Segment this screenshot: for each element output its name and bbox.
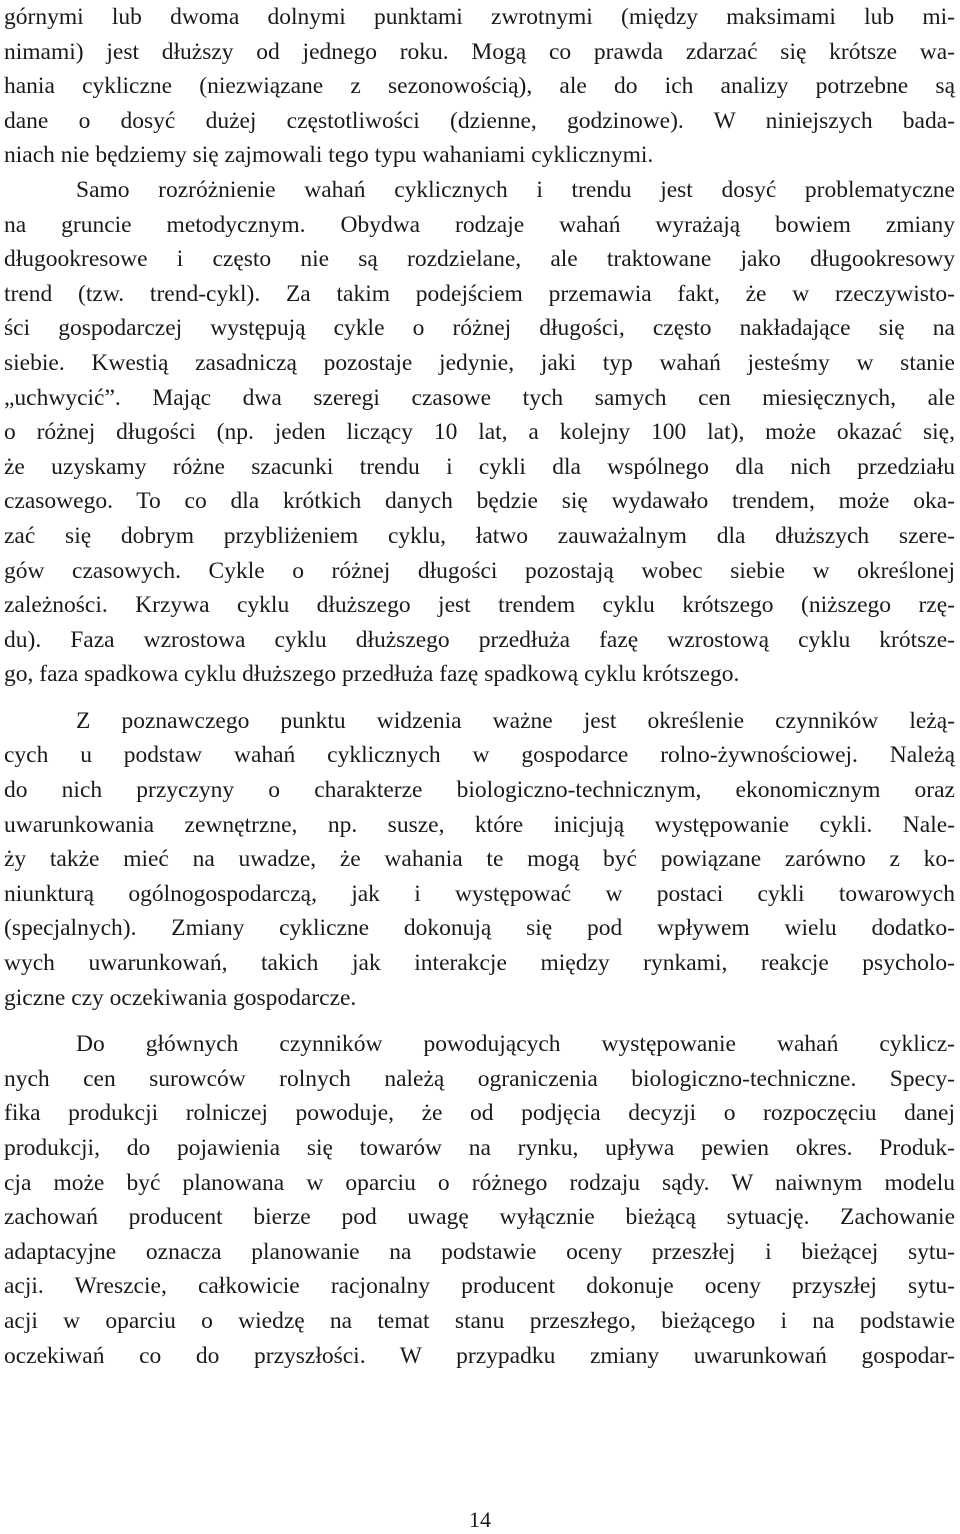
- text-line: że uzyskamy różne szacunki trendu i cykli dla wspólnego dla nich przedziału: [4, 453, 955, 480]
- text-line: niunkturą ogólnogospodarczą, jak i występować w postaci cykli towarowych: [4, 880, 955, 907]
- text-line: wych uwarunkowań, takich jak interakcje między rynkami, reakcje psycholo-: [4, 950, 955, 977]
- text-line: giczne czy oczekiwania gospodarcze.: [4, 984, 357, 1011]
- text-line: dane o dosyć dużej częstotliwości (dzienne, godzinowe). W niniejszych bada-: [4, 107, 955, 134]
- text-line: trend (tzw. trend-cykl). Za takim podejściem przemawia fakt, że w rzeczywisto-: [4, 280, 955, 307]
- paragraph: [4, 1027, 955, 1373]
- text-line: ży także mieć na uwadze, że wahania te mogą być powiązane zarówno z ko-: [4, 846, 955, 873]
- page-number: 14: [469, 1507, 491, 1532]
- text-line: Samo rozróżnienie wahań cyklicznych i trendu jest dosyć problematyczne: [76, 176, 955, 203]
- text-line: czasowego. To co dla krótkich danych będzie się wydawało trendem, może oka-: [4, 488, 955, 515]
- text-line: zależności. Krzywa cyklu dłuższego jest trendem cyklu krótszego (niższego rzę-: [4, 592, 955, 619]
- text-line: cja może być planowana w oparciu o różnego rodzaju sądy. W naiwnym modelu: [4, 1169, 955, 1196]
- text-line: fika produkcji rolniczej powoduje, że od podjęcia decyzji o rozpoczęciu danej: [4, 1100, 955, 1127]
- text-line: długookresowe i często nie są rozdzielane, ale traktowane jako długookresowy: [4, 246, 955, 273]
- text-line: uwarunkowania zewnętrzne, np. susze, które inicjują występowanie cykli. Nale-: [4, 811, 955, 838]
- text-line: zachowań producent bierze pod uwagę wyłącznie bieżącą sytuację. Zachowanie: [4, 1204, 955, 1231]
- text-line: o różnej długości (np. jeden liczący 10 lat, a kolejny 100 lat), może okazać się,: [4, 419, 955, 446]
- text-line: hania cykliczne (niezwiązane z sezonowością), ale do ich analizy potrzebne są: [4, 73, 955, 100]
- page-body: [4, 0, 955, 1373]
- text-line: produkcji, do pojawienia się towarów na rynku, upływa pewien okres. Produk-: [4, 1135, 955, 1161]
- paragraph-gap: [4, 1015, 955, 1027]
- text-line: siebie. Kwestią zasadniczą pozostaje jedynie, jaki typ wahań jesteśmy w stanie: [4, 349, 955, 376]
- text-line: na gruncie metodycznym. Obydwa rodzaje wahań wyrażają bowiem zmiany: [4, 211, 955, 238]
- text-line: Z poznawczego punktu widzenia ważne jest określenie czynników leżą-: [76, 707, 955, 734]
- text-line: acji w oparciu o wiedzę na temat stanu przeszłego, bieżącego i na podstawie: [4, 1307, 955, 1334]
- paragraph-gap: [4, 692, 955, 704]
- text-line: go, faza spadkowa cyklu dłuższego przedłuża fazę spadkową cyklu krótszego.: [4, 661, 740, 688]
- text-line: oczekiwań co do przyszłości. W przypadku zmiany uwarunkowań gospodar-: [4, 1342, 955, 1369]
- text-line: niach nie będziemy się zajmowali tego typu wahaniami cyklicznymi.: [4, 142, 654, 169]
- text-line: cych u podstaw wahań cyklicznych w gospodarce rolno-żywnościowej. Należą: [4, 742, 955, 769]
- paragraph: [4, 704, 955, 1015]
- text-line: zać się dobrym przybliżeniem cyklu, łatwo zauważalnym dla dłuższych szere-: [4, 522, 955, 549]
- text-line: nych cen surowców rolnych należą ograniczenia biologiczno-techniczne. Specy-: [4, 1065, 955, 1092]
- text-line: (specjalnych). Zmiany cykliczne dokonują się pod wpływem wielu dodatko-: [4, 915, 955, 942]
- text-line: ści gospodarczej występują cykle o różnej długości, często nakładające się na: [4, 315, 955, 342]
- text-line: do nich przyczyny o charakterze biologiczno-technicznym, ekonomicznym oraz: [4, 777, 955, 804]
- text-line: gów czasowych. Cykle o różnej długości pozostają wobec siebie w określonej: [4, 557, 955, 584]
- text-line: „uchwycić”. Mając dwa szeregi czasowe tych samych cen miesięcznych, ale: [4, 384, 955, 411]
- text-line: du). Faza wzrostowa cyklu dłuższego przedłuża fazę wzrostową cyklu krótsze-: [4, 626, 955, 653]
- text-line: adaptacyjne oznacza planowanie na podstawie oceny przeszłej i bieżącej sytu-: [4, 1238, 955, 1265]
- text-line: nimami) jest dłuższy od jednego roku. Mogą co prawda zdarzać się krótsze wa-: [4, 38, 955, 65]
- text-line: Do głównych czynników powodujących występowanie wahań cyklicz-: [76, 1031, 955, 1058]
- text-line: acji. Wreszcie, całkowicie racjonalny producent dokonuje oceny przyszłej sytu-: [4, 1273, 955, 1300]
- paragraph: [4, 173, 955, 692]
- paragraph: [4, 0, 955, 173]
- text-line: górnymi lub dwoma dolnymi punktami zwrotnymi (między maksimami lub mi-: [4, 4, 955, 30]
